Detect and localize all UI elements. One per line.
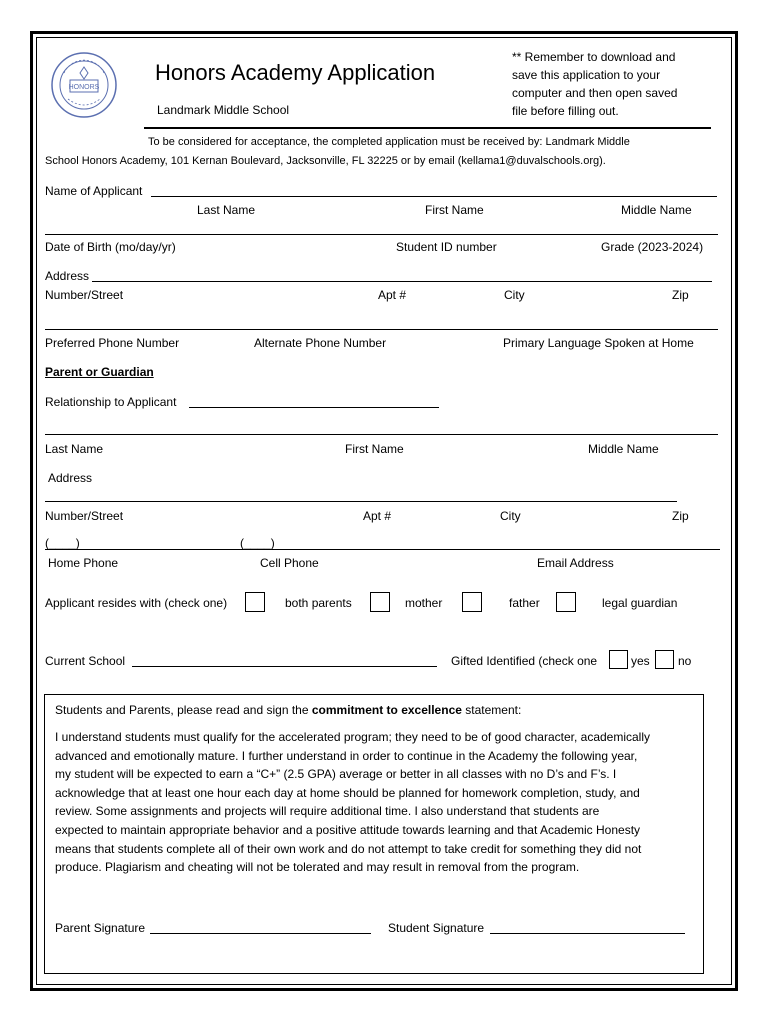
guardian-label-last-name: Last Name: [45, 442, 104, 456]
relationship-field[interactable]: [189, 407, 439, 408]
cell-phone-area-code: (____): [240, 536, 275, 550]
option-mother: mother: [405, 596, 443, 610]
header-rule: [144, 127, 711, 129]
guardian-address-field[interactable]: [45, 501, 677, 502]
label-apt: Apt #: [378, 288, 407, 302]
gifted-no-label: no: [678, 654, 692, 668]
label-preferred-phone: Preferred Phone Number: [45, 336, 180, 350]
relationship-label: Relationship to Applicant: [45, 395, 177, 409]
gifted-label: Gifted Identified (check one: [451, 654, 598, 668]
guardian-heading: Parent or Guardian: [45, 365, 154, 379]
label-zip: Zip: [672, 288, 689, 302]
checkbox-father[interactable]: [462, 592, 482, 612]
guardian-name-field[interactable]: [45, 434, 718, 435]
label-middle-name: Middle Name: [621, 203, 692, 217]
label-last-name: Last Name: [197, 203, 256, 217]
guardian-label-middle-name: Middle Name: [588, 442, 659, 456]
label-cell-phone: Cell Phone: [260, 556, 319, 570]
intro-line-1: To be considered for acceptance, the completed application must be received by: Landmark Middle: [148, 136, 630, 148]
label-student-id: Student ID number: [396, 240, 497, 254]
resides-with-label: Applicant resides with (check one): [45, 596, 228, 610]
label-alternate-phone: Alternate Phone Number: [254, 336, 387, 350]
school-name: Landmark Middle School: [157, 103, 290, 117]
student-signature-label: Student Signature: [388, 921, 485, 935]
current-school-field[interactable]: [132, 666, 437, 667]
applicant-name-label: Name of Applicant: [45, 184, 143, 198]
guardian-address-label: Address: [48, 471, 93, 485]
guardian-label-apt: Apt #: [363, 509, 392, 523]
label-home-phone: Home Phone: [48, 556, 119, 570]
parent-signature-label: Parent Signature: [55, 921, 146, 935]
option-both-parents: both parents: [285, 596, 352, 610]
label-email-address: Email Address: [537, 556, 614, 570]
checkbox-mother[interactable]: [370, 592, 390, 612]
label-first-name: First Name: [425, 203, 484, 217]
gifted-yes-label: yes: [631, 654, 650, 668]
commitment-statement: I understand students must qualify for the accelerated program; they need to be of good character, academically advanced and emotionally mature. I further understand in order to continue in the Academy the following year, my student will be expected to earn a “C+” (2.5 GPA) average or better in all classes with no D’s and F’s. I acknowledge that at least one hour each day at home should be planned for homework completion, study, and review. Some assignments and projects will require additional time. I also understand that students are expected to maintain appropriate behavior and a positive attitude towards learning and that Academic Honesty means that students complete all of their own work and do not attempt to take credit for something they did not produce. Plagiarism and cheating will not be tolerated and may result in removal from the program.: [55, 730, 651, 875]
guardian-label-number-street: Number/Street: [45, 509, 124, 523]
label-grade: Grade (2023-2024): [601, 240, 704, 254]
student-signature-field[interactable]: [490, 933, 685, 934]
school-seal-logo: [50, 51, 118, 119]
commitment-intro: Students and Parents, please read and sign the commitment to excellence statement:: [55, 703, 522, 717]
label-primary-language: Primary Language Spoken at Home: [503, 336, 694, 350]
checkbox-both-parents[interactable]: [245, 592, 265, 612]
label-number-street: Number/Street: [45, 288, 124, 302]
guardian-label-first-name: First Name: [345, 442, 404, 456]
checkbox-gifted-yes[interactable]: [609, 650, 628, 669]
home-phone-area-code: (____): [45, 536, 80, 550]
applicant-address-label: Address: [45, 269, 90, 283]
applicant-name-field[interactable]: [151, 196, 717, 197]
current-school-label: Current School: [45, 654, 126, 668]
applicant-phone-field[interactable]: [45, 329, 718, 330]
checkbox-legal-guardian[interactable]: [556, 592, 576, 612]
guardian-phone-email-field[interactable]: [45, 549, 720, 550]
intro-line-2: School Honors Academy, 101 Kernan Boulevard, Jacksonville, FL 32225 or by email (kellama1@duvalschools.org).: [45, 155, 606, 167]
reminder-note: ** Remember to download and save this application to your computer and then open saved file before filling out.: [512, 50, 678, 118]
guardian-label-zip: Zip: [672, 509, 689, 523]
checkbox-gifted-no[interactable]: [655, 650, 674, 669]
svg-text:HONORS: HONORS: [68, 84, 100, 91]
label-dob: Date of Birth (mo/day/yr): [45, 240, 176, 254]
guardian-label-city: City: [500, 509, 521, 523]
page-title: Honors Academy Application: [155, 60, 436, 85]
parent-signature-field[interactable]: [150, 933, 371, 934]
option-legal-guardian: legal guardian: [602, 596, 678, 610]
applicant-address-field[interactable]: [92, 281, 712, 282]
label-city: City: [504, 288, 525, 302]
option-father: father: [509, 596, 540, 610]
dob-id-grade-field[interactable]: [45, 234, 718, 235]
